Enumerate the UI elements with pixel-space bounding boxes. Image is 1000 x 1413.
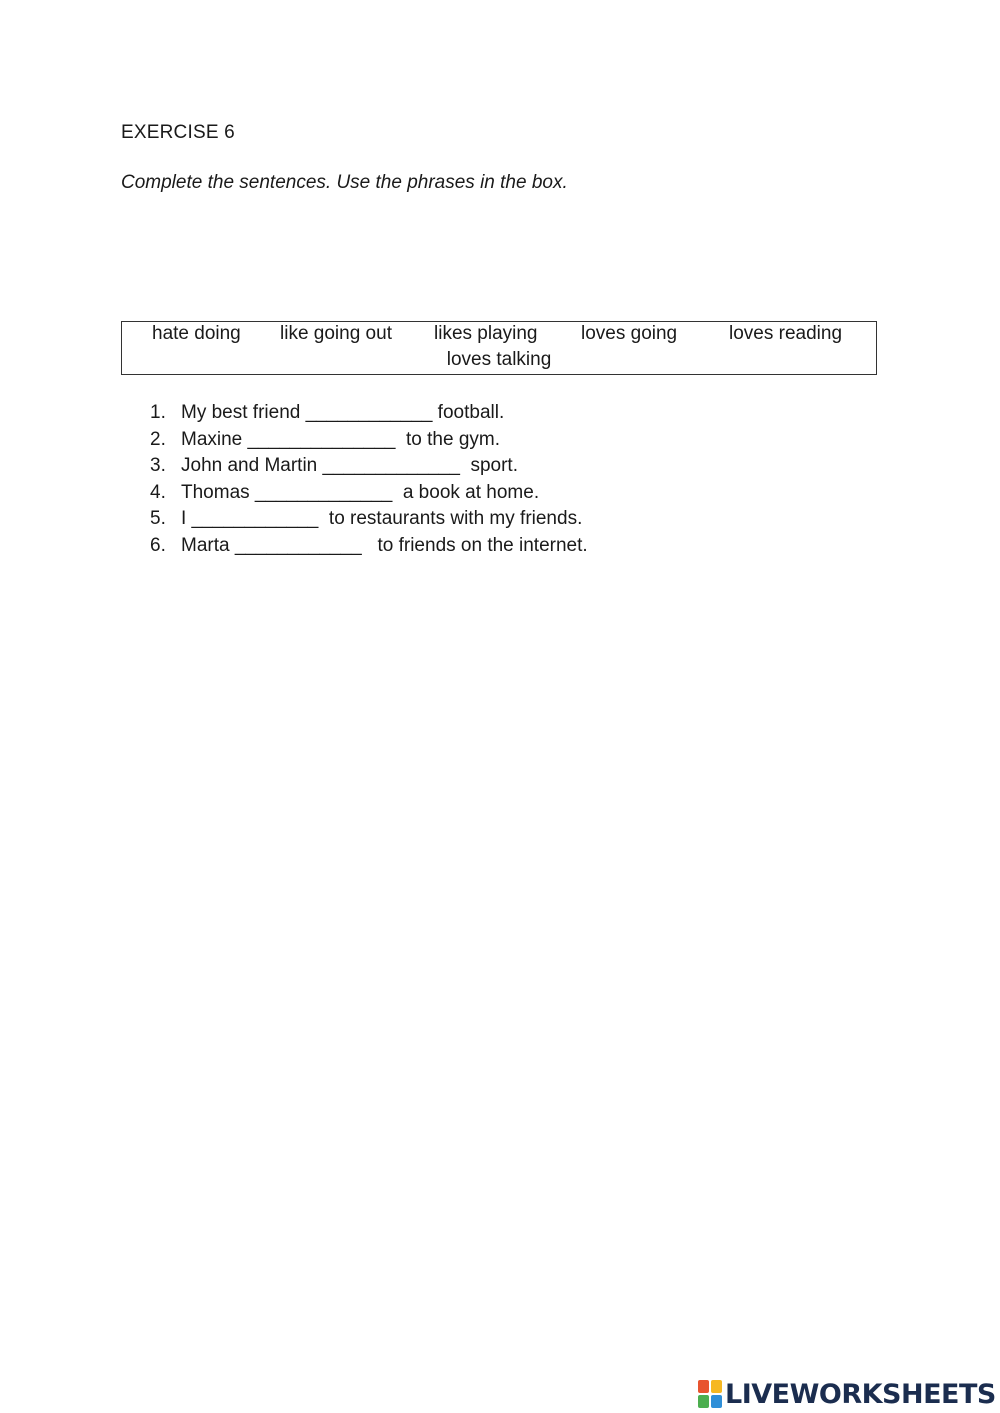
list-item bbox=[150, 534, 588, 561]
list-item bbox=[150, 454, 588, 481]
brand-square bbox=[711, 1395, 722, 1408]
sentence-text: Thomas _____________ a book at home. bbox=[181, 481, 540, 503]
phrase-item: loves talking bbox=[446, 349, 552, 370]
sentence-text: I ____________ to restaurants with my friends. bbox=[181, 508, 583, 530]
sentence-list bbox=[150, 401, 588, 561]
phrase-item: like going out bbox=[280, 323, 392, 344]
brand-mark-icon bbox=[698, 1380, 722, 1408]
list-item bbox=[150, 428, 588, 455]
exercise-title: EXERCISE 6 bbox=[121, 122, 235, 143]
brand-square bbox=[698, 1380, 709, 1393]
item-number: 3. bbox=[150, 455, 166, 477]
item-number: 2. bbox=[150, 428, 166, 450]
phrase-item: loves reading bbox=[729, 323, 843, 344]
phrase-item: likes playing bbox=[434, 323, 538, 344]
item-number: 4. bbox=[150, 481, 166, 503]
item-number: 6. bbox=[150, 534, 166, 556]
item-number: 1. bbox=[150, 402, 166, 423]
sentence-text: Maxine ______________ to the gym. bbox=[181, 428, 501, 450]
sentence-text: My best friend ____________ football. bbox=[181, 402, 505, 423]
phrase-row bbox=[122, 323, 876, 349]
brand-square bbox=[698, 1395, 709, 1408]
phrase-row bbox=[122, 349, 876, 371]
sentence-text: John and Martin _____________ sport. bbox=[181, 455, 518, 477]
sentence-text: Marta ____________ to friends on the internet. bbox=[181, 534, 588, 556]
phrase-item: loves going bbox=[581, 323, 678, 344]
list-item bbox=[150, 481, 588, 508]
exercise-instruction: Complete the sentences. Use the phrases in the box. bbox=[121, 172, 568, 193]
brand-square bbox=[711, 1380, 722, 1393]
phrase-box bbox=[121, 321, 877, 375]
list-item bbox=[150, 401, 588, 428]
liveworksheets-logo[interactable] bbox=[698, 1378, 996, 1410]
list-item bbox=[150, 507, 588, 534]
item-number: 5. bbox=[150, 508, 166, 530]
brand-wordmark: LIVEWORKSHEETS bbox=[725, 1378, 996, 1410]
phrase-item: hate doing bbox=[152, 323, 241, 344]
